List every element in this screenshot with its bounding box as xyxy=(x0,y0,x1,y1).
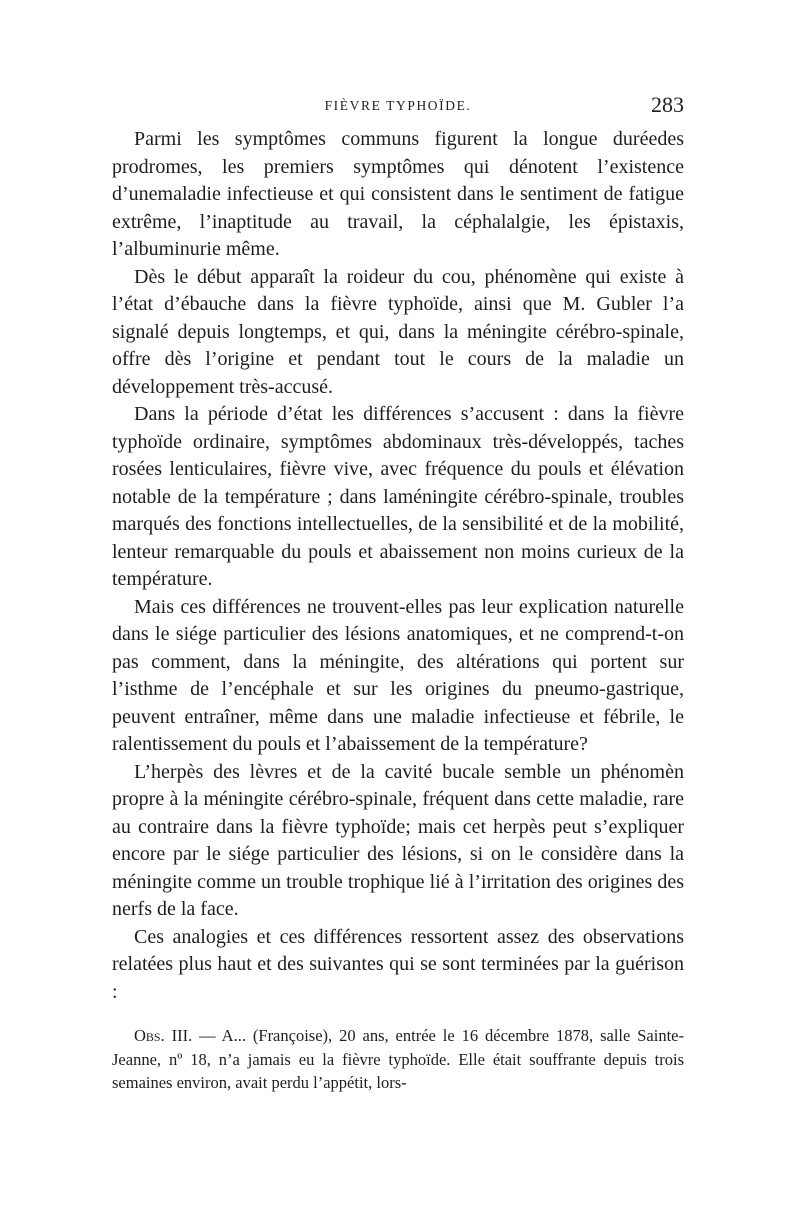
paragraph: Mais ces différences ne trouvent-elles pas leur explication naturelle dans le siége particulier des lésions anatomiques, et ne comprend-t-on pas comment, dans la méningite, des altérations qui portent sur l’isthme de l’encéphale et sur les origines du pneumo-gastrique, peuvent entraîner, même dans une maladie infectieuse et fébrile, le ralentissement du pouls et l’abaissement de la température? xyxy=(112,595,684,755)
body-text xyxy=(112,126,684,1006)
observation-text: — A... (Françoise), 20 ans, entrée le 16 décembre 1878, salle Sainte-Jeanne, nº 18, n’a jamais eu la fièvre typhoïde. Elle était souffrante depuis trois semaines environ, avait perdu l’appétit, lors- xyxy=(112,1026,684,1092)
paragraph: Parmi les symptômes communs figurent la longue duréedes prodromes, les premiers symptômes qui dénotent l’existence d’unemaladie infectieuse et qui consistent dans le sentiment de fatigue extrême, l’inaptitude au travail, la céphalalgie, les épistaxis, l’albuminurie même. xyxy=(112,128,684,260)
paragraph: Dès le début apparaît la roideur du cou, phénomène qui existe à l’état d’ébauche dans la fièvre typhoïde, ainsi que M. Gubler l’a signalé depuis longtemps, et qui, dans la méningite cérébro-spinale, offre dès l’origine et pendant tout le cours de la maladie un développement très-accusé. xyxy=(112,265,684,398)
running-head xyxy=(112,92,684,126)
paragraph: Dans la période d’état les différences s’accusent : dans la fièvre typhoïde ordinaire, symptômes abdominaux très-développés, taches rosées lenticulaires, fièvre vive, avec fréquence du pouls et élévation notable de la température ; dans laméningite cérébro-spinale, troubles marqués des fonctions intellectuelles, de la sensibilité et de la mobilité, lenteur remarquable du pouls et abaissement non moins curieux de la température. xyxy=(112,403,684,590)
observation-label: Obs. III. xyxy=(134,1026,193,1045)
paragraph: Ces analogies et ces différences ressortent assez des observations relatées plus haut et des suivantes qui se sont terminées par la guérison : xyxy=(112,925,684,1003)
paragraph: L’herpès des lèvres et de la cavité bucale semble un phénomèn propre à la méningite cérébro-spinale, fréquent dans cette maladie, rare au contraire dans la fièvre typhoïde; mais cet herpès peut s’expliquer encore par le siége particulier des lésions, si on le considère dans la méningite comme un trouble trophique lié à l’irritation des origines des nerfs de la face. xyxy=(112,760,684,920)
page-number: 283 xyxy=(651,92,684,117)
book-page xyxy=(112,92,684,1095)
running-title: FIÈVRE TYPHOÏDE. xyxy=(324,98,472,113)
observation-paragraph xyxy=(112,1024,684,1095)
